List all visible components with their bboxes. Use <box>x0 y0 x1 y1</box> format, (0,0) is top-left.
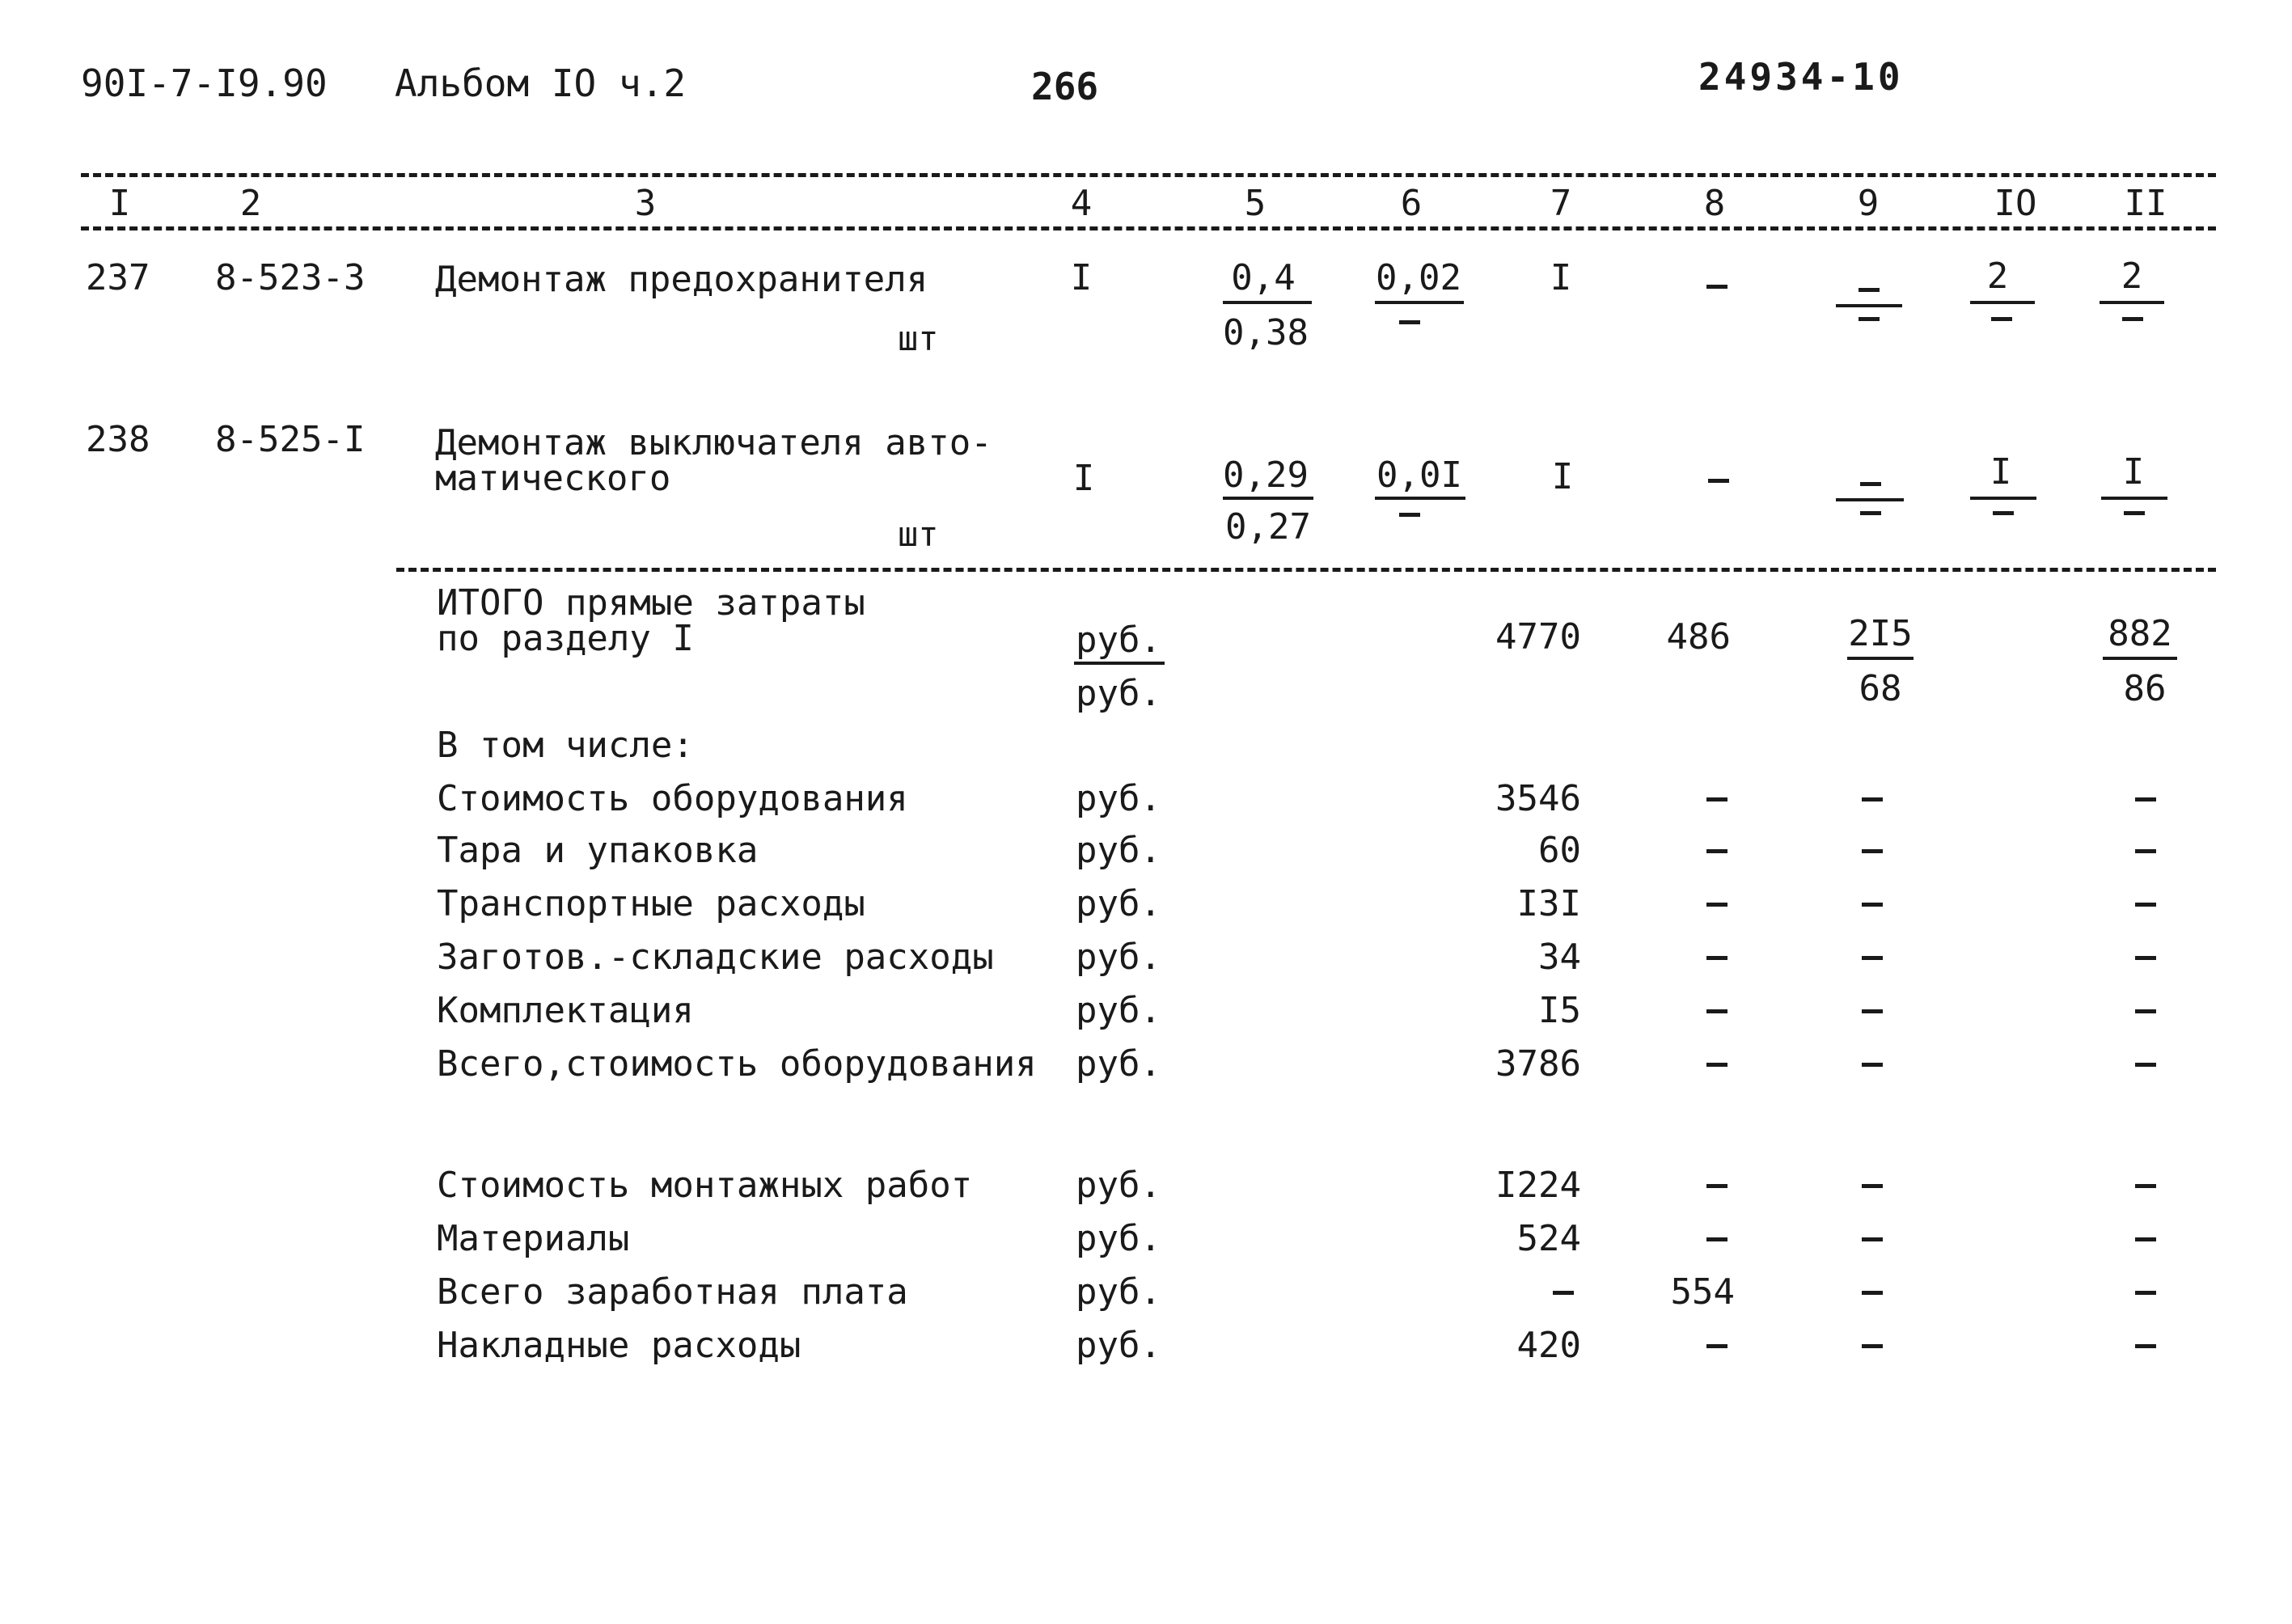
breakdown-col11 <box>2135 849 2156 853</box>
total-label-line1: ИТОГО прямые затраты <box>437 582 865 624</box>
cell-col5-bottom: 0,38 <box>1223 312 1309 353</box>
row-description-cont: матического <box>435 458 671 499</box>
cell-col7: I <box>1551 456 1574 497</box>
total-unit-bar <box>1074 662 1165 665</box>
breakdown-label: Всего,стоимость оборудования <box>437 1043 1037 1085</box>
fraction-bar <box>1836 498 1904 501</box>
breakdown-col11 <box>2135 1237 2156 1241</box>
breakdown-col11 <box>2135 1184 2156 1188</box>
total-col8: 486 <box>1666 616 1731 658</box>
cell-col6-top: 0,0I <box>1376 455 1462 496</box>
breakdown-col9 <box>1862 1184 1883 1188</box>
breakdown-col9 <box>1862 1237 1883 1241</box>
column-number: IO <box>1994 183 2037 224</box>
header-top-rule <box>81 173 2216 177</box>
header-bottom-rule <box>81 226 2216 230</box>
breakdown-col11 <box>2135 797 2156 801</box>
breakdown-col8 <box>1706 849 1727 853</box>
row-description: Демонтаж выключателя авто- <box>435 422 992 463</box>
row-number: 238 <box>86 419 150 460</box>
row-code: 8-523-3 <box>215 257 366 298</box>
breakdown-label: Заготов.-складские расходы <box>437 937 994 978</box>
cell-col6-bottom <box>1399 513 1420 517</box>
column-number: 8 <box>1703 183 1726 224</box>
breakdown-col8 <box>1706 1063 1727 1067</box>
breakdown-label: Стоимость монтажных работ <box>437 1165 973 1206</box>
breakdown-col11 <box>2135 1009 2156 1013</box>
breakdown-col11 <box>2135 956 2156 960</box>
column-number: 6 <box>1400 183 1423 224</box>
breakdown-unit: руб. <box>1076 830 1161 871</box>
breakdown-label: Комплектация <box>437 990 694 1031</box>
fraction-bar <box>1836 304 1902 307</box>
fraction-bar <box>1847 657 1914 660</box>
total-col7: 4770 <box>1495 616 1581 658</box>
cell-col9-top <box>1859 288 1880 292</box>
breakdown-col8 <box>1706 1009 1727 1013</box>
cell-col11-top: I <box>2122 451 2145 493</box>
cell-col10-top: I <box>1990 451 2012 493</box>
breakdown-label: Транспортные расходы <box>437 883 865 924</box>
breakdown-col11 <box>2135 1063 2156 1067</box>
breakdown-col9 <box>1862 1063 1883 1067</box>
breakdown-col8 <box>1706 797 1727 801</box>
album-label: Альбом IO ч.2 <box>395 61 687 105</box>
breakdown-col11 <box>2135 1291 2156 1295</box>
cell-col9-bottom <box>1860 511 1881 515</box>
cell-col8 <box>1706 285 1727 289</box>
breakdown-col9 <box>1862 849 1883 853</box>
breakdown-col9 <box>1862 903 1883 907</box>
breakdown-col7: 3546 <box>1495 778 1581 819</box>
cell-col5-top: 0,29 <box>1223 455 1309 496</box>
breakdown-col8 <box>1706 956 1727 960</box>
fraction-bar <box>1970 497 2036 500</box>
archive-number: 24934-10 <box>1698 55 1904 99</box>
breakdown-col9 <box>1862 956 1883 960</box>
cell-col7: I <box>1550 257 1572 298</box>
breakdown-col11 <box>2135 903 2156 907</box>
row-code: 8-525-I <box>215 419 366 460</box>
breakdown-col8 <box>1706 1344 1727 1348</box>
breakdown-col9 <box>1862 1291 1883 1295</box>
fraction-bar <box>1375 497 1465 500</box>
breakdown-col8 <box>1706 1184 1727 1188</box>
cell-col10-top: 2 <box>1986 256 2009 297</box>
breakdown-col7: I3I <box>1516 883 1581 924</box>
column-number: 2 <box>239 183 262 224</box>
breakdown-label: Тара и упаковка <box>437 830 759 871</box>
breakdown-col7 <box>1553 1291 1574 1295</box>
cell-col9-top <box>1860 482 1881 486</box>
column-number: 9 <box>1857 183 1880 224</box>
breakdown-unit: руб. <box>1076 1218 1161 1259</box>
fraction-bar <box>1223 497 1313 500</box>
cell-col11-top: 2 <box>2121 256 2143 297</box>
breakdown-col8: 554 <box>1670 1271 1735 1313</box>
breakdown-unit: руб. <box>1076 1271 1161 1313</box>
total-col11-bottom: 86 <box>2123 668 2167 709</box>
cell-col4: I <box>1072 458 1095 499</box>
column-number: 7 <box>1550 183 1572 224</box>
breakdown-col9 <box>1862 797 1883 801</box>
breakdown-label: Накладные расходы <box>437 1325 801 1366</box>
including-label: В том числе: <box>437 725 694 766</box>
breakdown-label: Стоимость оборудования <box>437 778 908 819</box>
cell-col6-top: 0,02 <box>1376 257 1461 298</box>
column-number: 4 <box>1070 183 1093 224</box>
row-unit: шт <box>898 514 939 554</box>
breakdown-col7: I224 <box>1495 1165 1581 1206</box>
breakdown-unit: руб. <box>1076 1325 1161 1366</box>
total-col9-top: 2I5 <box>1848 613 1913 654</box>
document-code: 90I-7-I9.90 <box>81 61 328 105</box>
fraction-bar <box>2100 301 2164 304</box>
fraction-bar <box>1223 301 1312 304</box>
cell-col5-top: 0,4 <box>1231 257 1296 298</box>
column-number: 5 <box>1244 183 1267 224</box>
breakdown-col7: 420 <box>1516 1325 1581 1366</box>
total-label-line2: по разделу I <box>437 618 694 659</box>
fraction-bar <box>1970 301 2035 304</box>
cell-col4: I <box>1070 257 1093 298</box>
cell-col11-bottom <box>2124 511 2145 515</box>
fraction-bar <box>2101 497 2167 500</box>
breakdown-unit: руб. <box>1076 1165 1161 1206</box>
breakdown-col9 <box>1862 1344 1883 1348</box>
breakdown-col7: I5 <box>1538 990 1581 1031</box>
breakdown-col9 <box>1862 1009 1883 1013</box>
breakdown-col7: 34 <box>1538 937 1581 978</box>
cell-col5-bottom: 0,27 <box>1225 506 1311 548</box>
row-number: 237 <box>86 257 150 298</box>
fraction-bar <box>1375 301 1464 304</box>
cell-col9-bottom <box>1859 317 1880 321</box>
cell-col11-bottom <box>2122 317 2143 321</box>
cell-col6-bottom <box>1399 320 1420 324</box>
total-unit-bottom: руб. <box>1076 673 1161 714</box>
total-unit-top: руб. <box>1076 620 1161 661</box>
breakdown-unit: руб. <box>1076 883 1161 924</box>
fraction-bar <box>2103 657 2177 660</box>
breakdown-unit: руб. <box>1076 937 1161 978</box>
column-number: 3 <box>634 183 657 224</box>
breakdown-col8 <box>1706 903 1727 907</box>
breakdown-unit: руб. <box>1076 1043 1161 1085</box>
row-description: Демонтаж предохранителя <box>435 259 928 300</box>
page-number: 266 <box>1031 65 1099 108</box>
total-col9-bottom: 68 <box>1859 668 1902 709</box>
cell-col10-bottom <box>1993 511 2014 515</box>
column-number: II <box>2124 183 2167 224</box>
breakdown-col7: 3786 <box>1495 1043 1581 1085</box>
totals-separator <box>396 568 2216 572</box>
breakdown-unit: руб. <box>1076 778 1161 819</box>
breakdown-unit: руб. <box>1076 990 1161 1031</box>
total-col11-top: 882 <box>2108 613 2172 654</box>
breakdown-label: Материалы <box>437 1218 630 1259</box>
row-unit: шт <box>898 319 939 358</box>
cell-col10-bottom <box>1991 317 2012 321</box>
breakdown-col7: 60 <box>1538 830 1581 871</box>
breakdown-col11 <box>2135 1344 2156 1348</box>
cell-col8 <box>1708 479 1729 483</box>
breakdown-label: Всего заработная плата <box>437 1271 908 1313</box>
breakdown-col8 <box>1706 1237 1727 1241</box>
breakdown-col7: 524 <box>1516 1218 1581 1259</box>
column-number: I <box>108 183 131 224</box>
